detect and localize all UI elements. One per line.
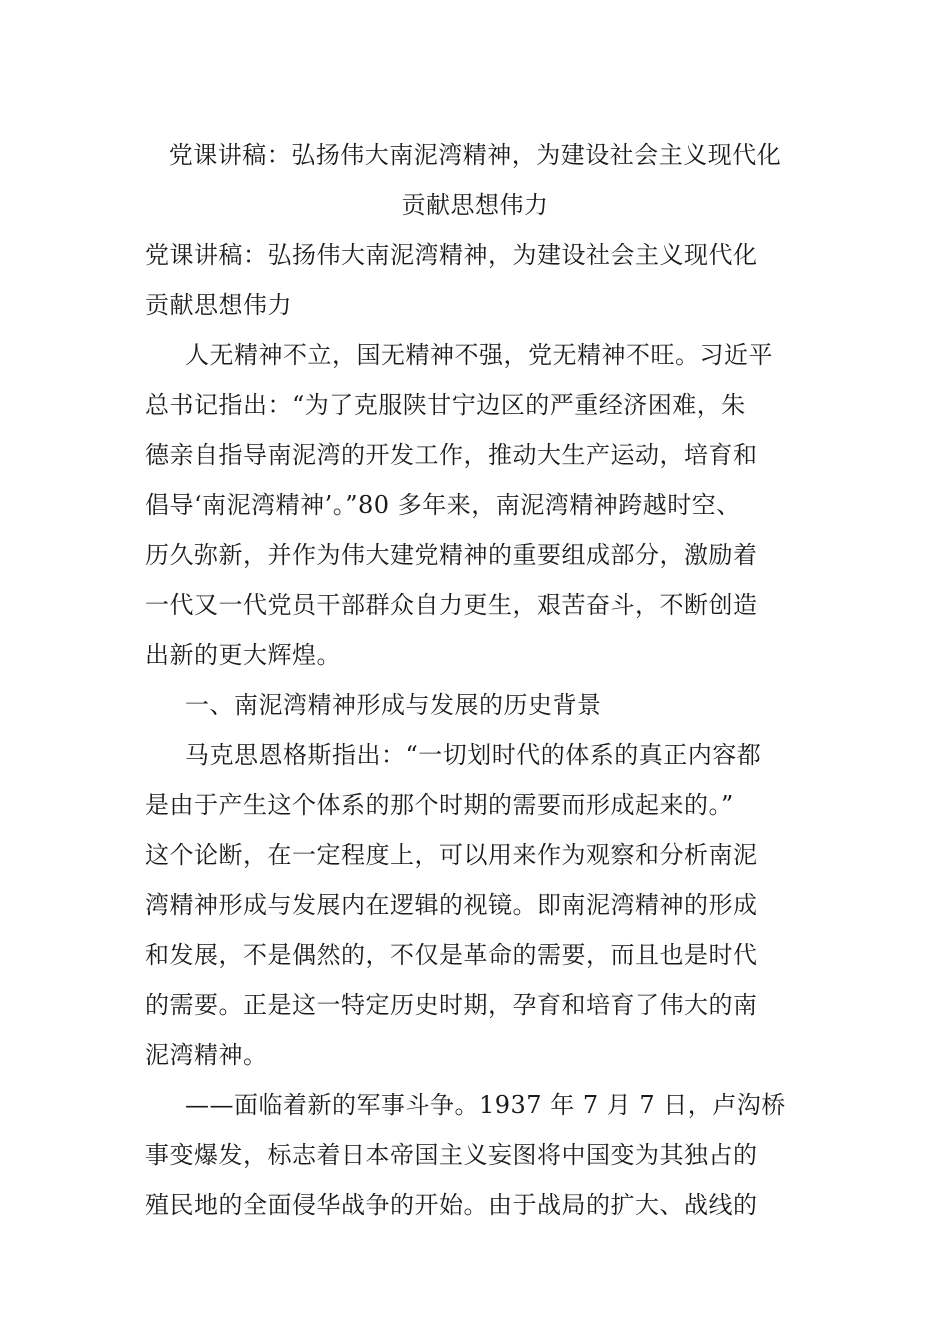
body-line: 是由于产生这个体系的那个时期的需要而形成起来的。” xyxy=(145,791,734,819)
body-line: 和发展，不是偶然的，不仅是革命的需要，而且也是时代 xyxy=(145,941,758,969)
body-line: 的需要。正是这一特定历史时期，孕育和培育了伟大的南 xyxy=(145,991,758,1019)
body-line: 倡导‘南泥湾精神’。”80 多年来，南泥湾精神跨越时空、 xyxy=(145,491,741,519)
body-line: ——面临着新的军事斗争。1937 年 7 月 7 日，卢沟桥 xyxy=(185,1091,786,1119)
body-line: 泥湾精神。 xyxy=(145,1041,268,1069)
body-line: 人无精神不立，国无精神不强，党无精神不旺。习近平 xyxy=(185,341,773,369)
section-heading: 一、南泥湾精神形成与发展的历史背景 xyxy=(185,691,602,719)
heading-line-1: 党课讲稿：弘扬伟大南泥湾精神，为建设社会主义现代化 xyxy=(145,241,758,269)
body-line: 出新的更大辉煌。 xyxy=(145,641,341,669)
document-title-line-1: 党课讲稿：弘扬伟大南泥湾精神，为建设社会主义现代化 xyxy=(168,141,782,169)
body-line: 殖民地的全面侵华战争的开始。由于战局的扩大、战线的 xyxy=(145,1191,758,1219)
heading-line-2: 贡献思想伟力 xyxy=(145,291,292,319)
body-line: 总书记指出：“为了克服陕甘宁边区的严重经济困难，朱 xyxy=(145,391,746,419)
body-line: 马克思恩格斯指出：“一切划时代的体系的真正内容都 xyxy=(185,741,762,769)
document-title-line-2: 贡献思想伟力 xyxy=(401,191,549,219)
body-line: 这个论断，在一定程度上，可以用来作为观察和分析南泥 xyxy=(145,841,758,869)
body-line: 湾精神形成与发展内在逻辑的视镜。即南泥湾精神的形成 xyxy=(145,891,758,919)
body-line: 一代又一代党员干部群众自力更生，艰苦奋斗，不断创造 xyxy=(145,591,758,619)
body-line: 事变爆发，标志着日本帝国主义妄图将中国变为其独占的 xyxy=(145,1141,758,1169)
body-line: 历久弥新，并作为伟大建党精神的重要组成部分，激励着 xyxy=(145,541,758,569)
body-line: 德亲自指导南泥湾的开发工作，推动大生产运动，培育和 xyxy=(145,441,758,469)
